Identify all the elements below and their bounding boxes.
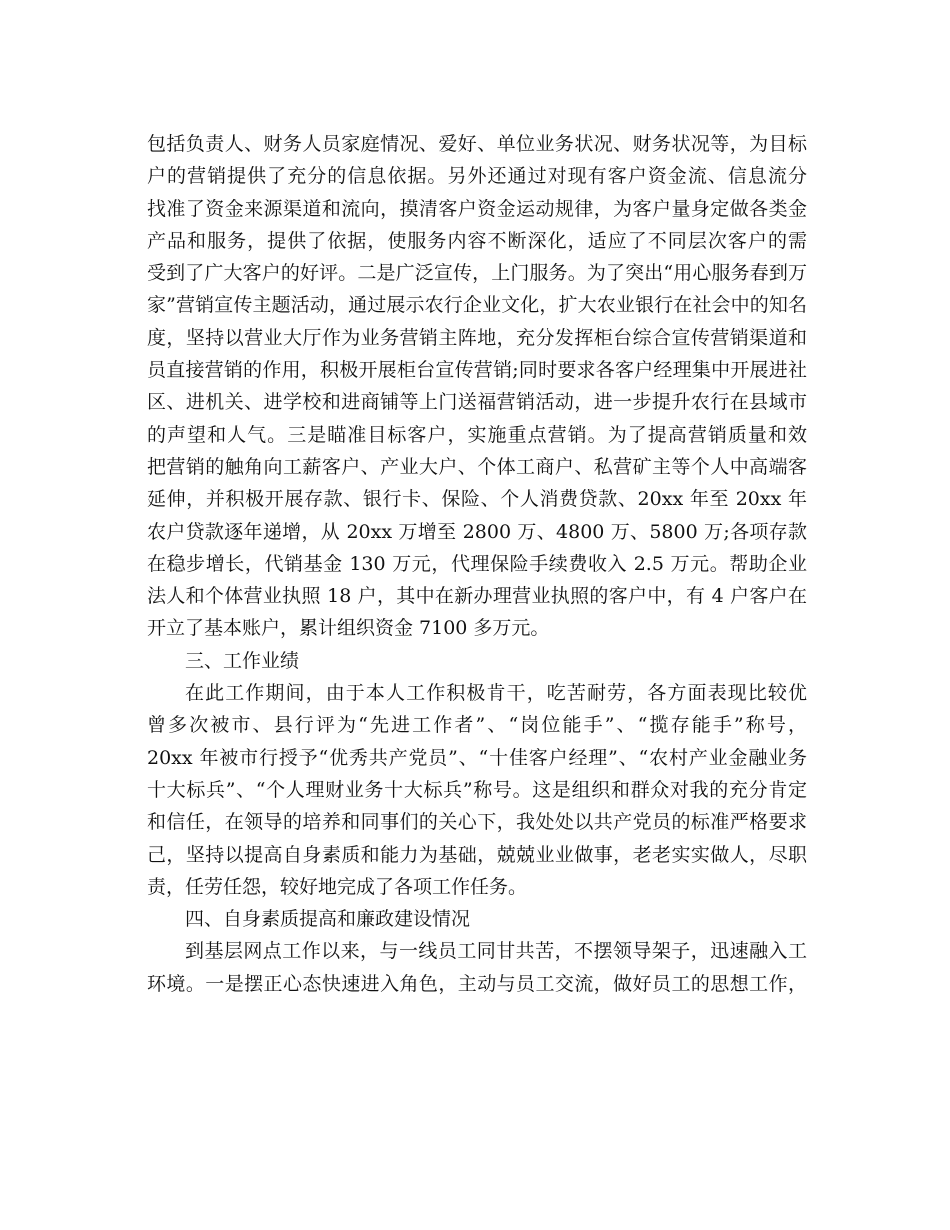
text-line: 家”营销宣传主题活动，通过展示农行企业文化，扩大农业银行在社会中的知名 — [147, 294, 807, 317]
text-line: 的声望和人气。三是瞄准目标客户，实施重点营销。为了提高营销质量和效 — [147, 423, 807, 446]
text-line: 受到了广大客户的好评。二是广泛宣传，上门服务。为了突出“用心服务春到万 — [147, 262, 807, 285]
text-line: 法人和个体营业执照 18 户，其中在新办理营业执照的客户中，有 4 户客户在 — [147, 585, 807, 608]
section-heading: 四、自身素质提高和廉政建设情况 — [185, 908, 471, 931]
text-line: 包括负责人、财务人员家庭情况、爱好、单位业务状况、财务状况等，为目标 — [147, 133, 807, 155]
section-heading: 三、工作业绩 — [185, 649, 300, 672]
text-line: 开立了基本账户，累计组织资金 7100 多万元。 — [147, 617, 550, 640]
text-line: 户的营销提供了充分的信息依据。另外还通过对现有客户资金流、信息流分 — [147, 165, 807, 188]
text-line: 环境。一是摆正心态快速进入角色，主动与员工交流，做好员工的思想工作， — [147, 972, 807, 995]
text-line: 员直接营销的作用，积极开展柜台宣传营销;同时要求各客户经理集中开展进社 — [147, 359, 807, 382]
text-line: 度，坚持以营业大厅作为业务营销主阵地，充分发挥柜台综合宣传营销渠道和 — [147, 326, 807, 349]
text-line: 延伸，并积极开展存款、银行卡、保险、个人消费贷款、20xx 年至 20xx 年 — [147, 488, 807, 511]
text-line: 责，任劳任怨，较好地完成了各项工作任务。 — [147, 875, 528, 898]
text-line: 十大标兵”、“个人理财业务十大标兵”称号。这是组织和群众对我的充分肯定 — [147, 778, 807, 801]
text-line: 农户贷款逐年递增，从 20xx 万增至 2800 万、4800 万、5800 万;各项存款 — [147, 520, 807, 543]
text-line: 20xx 年被市行授予“优秀共产党员”、“十佳客户经理”、“农村产业金融业务 — [147, 746, 807, 769]
text-line: 在稳步增长，代销基金 130 万元，代理保险手续费收入 2.5 万元。帮助企业 — [147, 552, 807, 575]
text-line: 把营销的触角向工薪客户、产业大户、个体工商户、私营矿主等个人中高端客 — [147, 455, 807, 478]
text-line: 曾多次被市、县行评为“先进工作者”、“岗位能手”、“揽存能手”称号， — [147, 714, 807, 737]
text-line: 区、进机关、进学校和进商铺等上门送福营销活动，进一步提升农行在县域市 — [147, 391, 807, 414]
body-text — [147, 128, 807, 1000]
text-line: 在此工作期间，由于本人工作积极肯干，吃苦耐劳，各方面表现比较优 — [185, 682, 807, 705]
text-line: 产品和服务，提供了依据，使服务内容不断深化，适应了不同层次客户的需 — [147, 229, 807, 252]
text-line: 己，坚持以提高自身素质和能力为基础，兢兢业业做事，老老实实做人，尽职 — [147, 843, 807, 866]
text-line: 和信任，在领导的培养和同事们的关心下，我处处以共产党员的标准严格要求 — [147, 811, 807, 834]
text-line: 找准了资金来源渠道和流向，摸清客户资金运动规律，为客户量身定做各类金 — [147, 197, 807, 220]
text-line: 到基层网点工作以来，与一线员工同甘共苦，不摆领导架子，迅速融入工 — [185, 940, 807, 963]
